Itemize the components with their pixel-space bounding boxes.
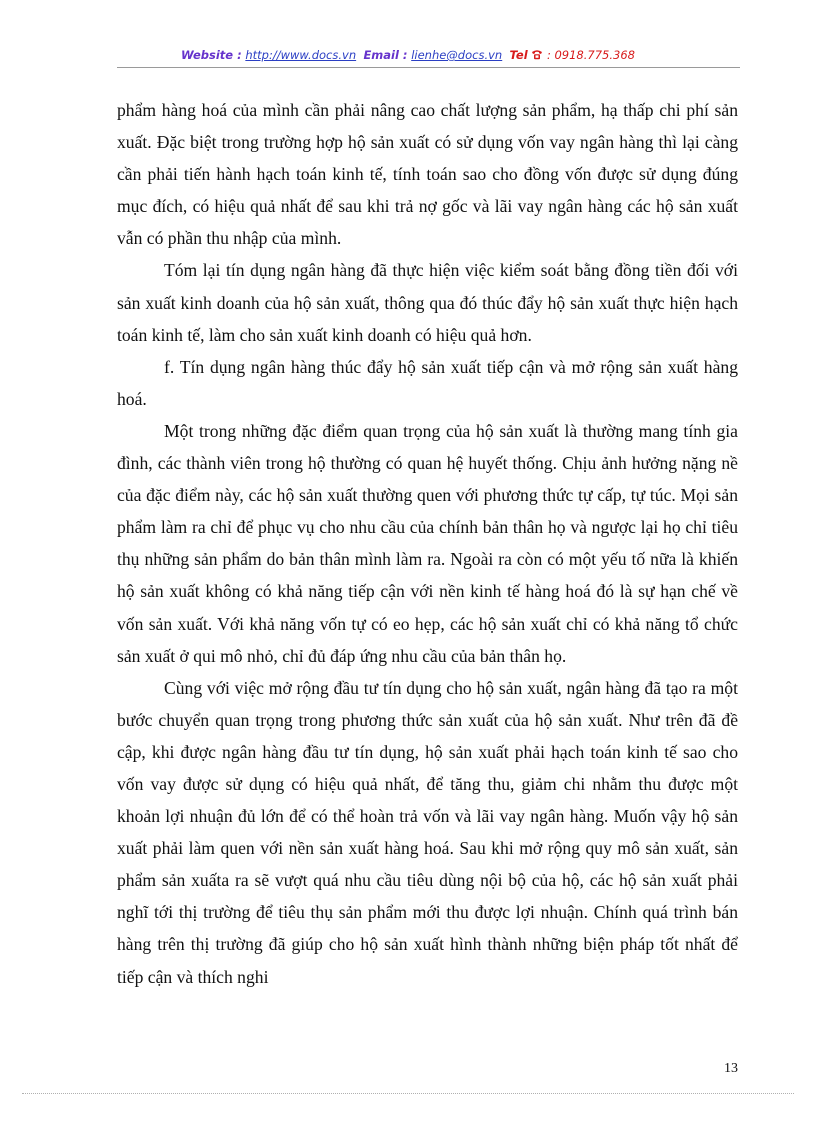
website-label: Website : <box>181 48 242 62</box>
paragraph-2: Tóm lại tín dụng ngân hàng đã thực hiện việc kiểm soát bằng đồng tiền đối với sản xuất kinh doanh của hộ sản xuất, thông qua đó thúc đẩy hộ sản xuất thực hiện hạch toán kinh tế, làm cho sản xuất kinh doanh có hiệu quả hơn. <box>117 260 738 345</box>
page-number: 13 <box>724 1061 738 1076</box>
tel-number[interactable]: : 0918.775.368 <box>546 48 635 62</box>
section-heading-f: f. Tín dụng ngân hàng thúc đẩy hộ sản xuất tiếp cận và mở rộng sản xuất hàng hoá. <box>117 356 738 409</box>
paragraph-4: Cùng với việc mở rộng đầu tư tín dụng cho hộ sản xuất, ngân hàng đã tạo ra một bước chuyển quan trọng trong phương thức sản xuất của hộ sản xuất. Như trên đã đề cập, khi được ngân hàng đầu tư tín dụng, hộ sản xuất phải hạch toán kinh tế sao cho vốn vay được sử dụng có hiệu quả nhất, để tăng thu, giảm chi nhằm thu được một khoản lợi nhuận đủ lớn để có thể hoàn trả vốn và lãi vay ngân hàng. Muốn vậy hộ sản xuất phải làm quen với nền sản xuất hàng hoá. Sau khi mở rộng quy mô sản xuất, sản phẩm sản xuấta ra sẽ vượt quá nhu cầu tiêu dùng nội bộ của hộ, các hộ sản xuất phải nghĩ tới thị trường để tiêu thụ sản phẩm mới thu được lợi nhuận. Chính quá trình bán hàng trên thị trường đã giúp cho hộ sản xuất hình thành những biện pháp tốt nhất để tiếp cận và thích nghi <box>117 677 738 987</box>
header-divider <box>117 67 740 68</box>
telephone-icon <box>531 47 543 65</box>
email-link[interactable]: lienhe@docs.vn <box>411 48 503 62</box>
paragraph-1: phẩm hàng hoá của mình cần phải nâng cao chất lượng sản phẩm, hạ thấp chi phí sản xuất. Đặc biệt trong trường hợp hộ sản xuất có sử dụng vốn vay ngân hàng thì lại càng cần phải tiến hành hạch toán kinh tế, tính toán sao cho đồng vốn được sử dụng đúng mục đích, có hiệu quả nhất để sau khi trả nợ gốc và lãi vay ngân hàng các hộ sản xuất vẫn có phần thu nhập của mình. <box>117 100 738 249</box>
website-link[interactable]: http://www.docs.vn <box>245 48 357 62</box>
page-header <box>0 46 816 65</box>
document-body <box>117 94 738 993</box>
paragraph-3: Một trong những đặc điểm quan trọng của hộ sản xuất là thường mang tính gia đình, các thành viên trong hộ thường có quan hệ huyết thống. Chịu ảnh hưởng nặng nề của đặc điểm này, các hộ sản xuất thường quen với phương thức tự cấp, tự túc. Mọi sản phẩm làm ra chỉ để phục vụ cho nhu cầu của chính bản thân họ và ngược lại họ chỉ tiêu thụ những sản phẩm do bản thân mình làm ra. Ngoài ra còn có một yếu tố nữa là khiến hộ sản xuất không có khả năng tiếp cận với nền kinh tế hàng hoá đó là sự hạn chế về vốn sản xuất. Với khả năng vốn tự có eo hẹp, các hộ sản xuất chỉ có khả năng tổ chức sản xuất ở qui mô nhỏ, chỉ đủ đáp ứng nhu cầu của bản thân họ. <box>117 420 738 666</box>
footer-divider <box>22 1093 794 1094</box>
tel-label: Tel <box>509 48 528 62</box>
email-label: Email : <box>363 48 408 62</box>
